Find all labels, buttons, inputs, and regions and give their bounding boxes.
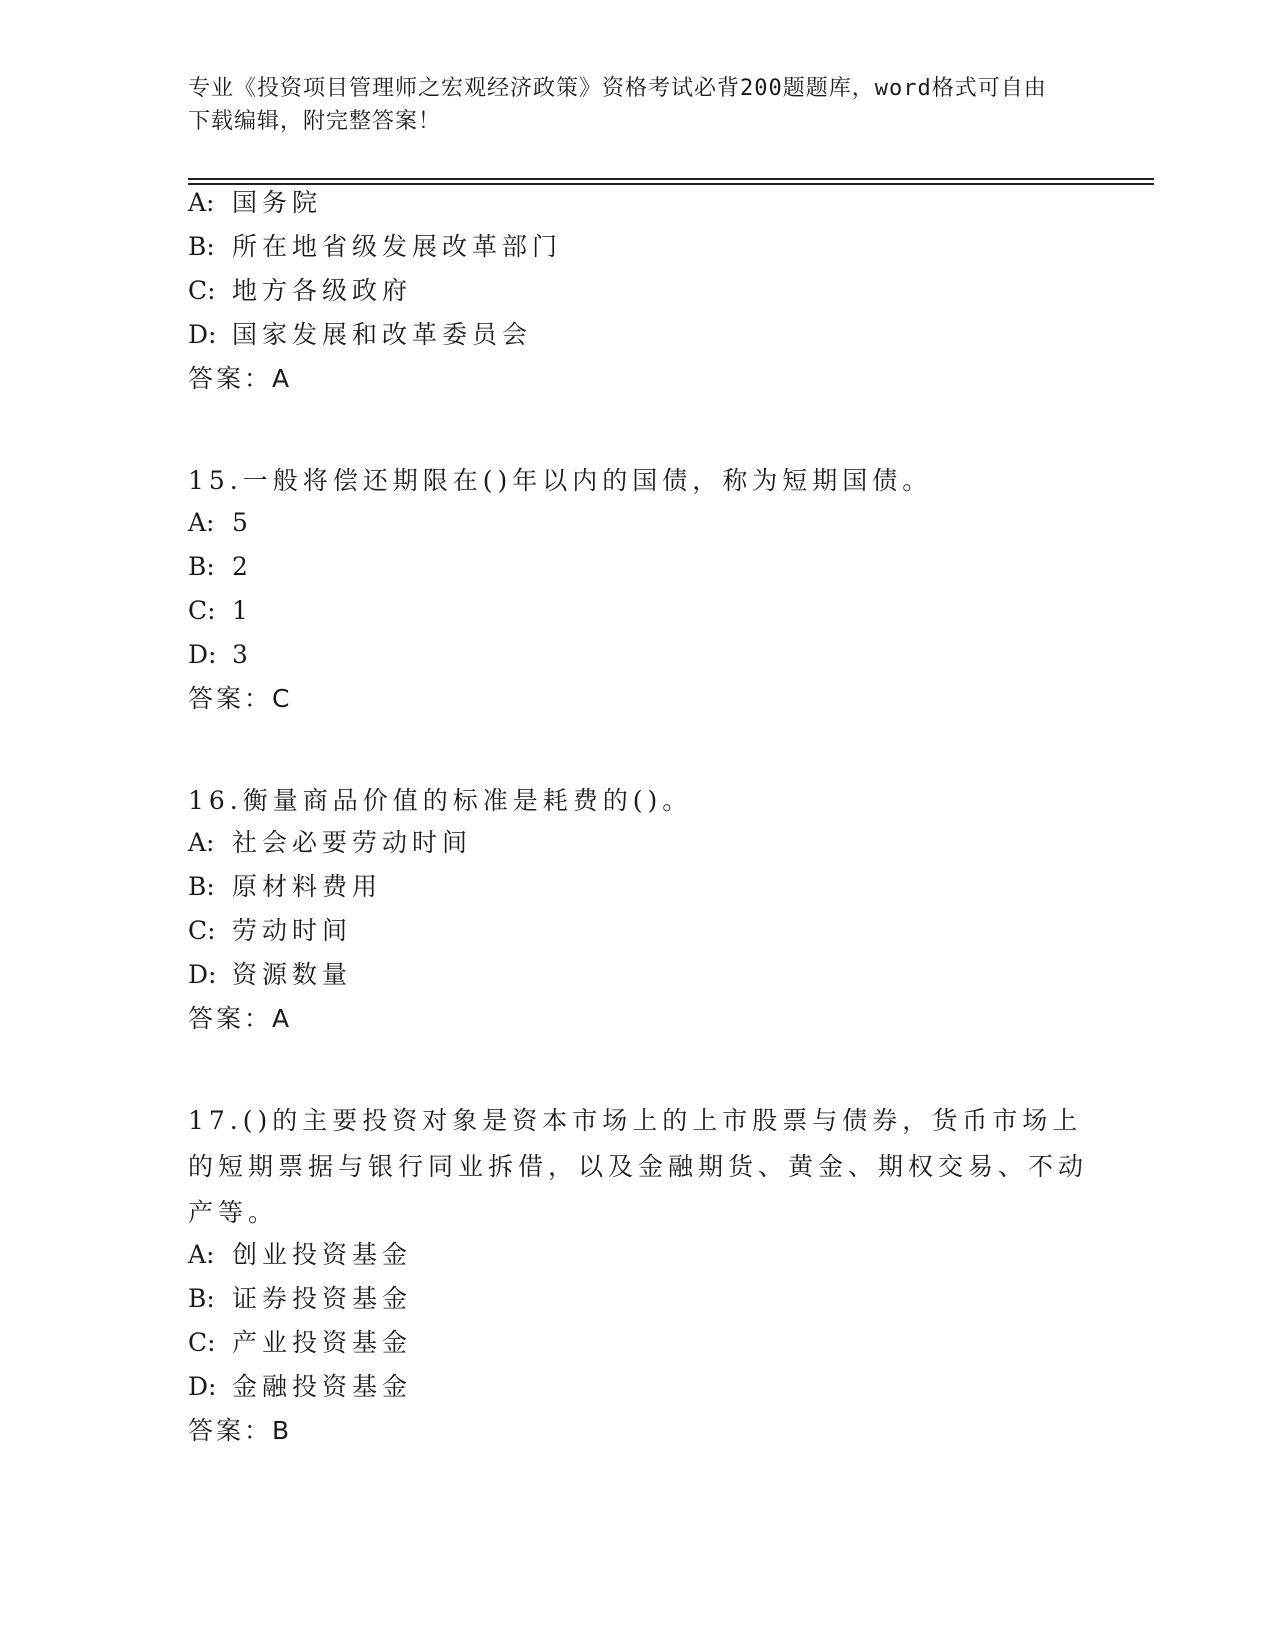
q15-option-c: C: 1 [188, 596, 253, 625]
q16-stem: 16.衡量商品价值的标准是耗费的()。 [188, 786, 693, 815]
q16-answer: 答案：A [188, 1004, 293, 1033]
q15-answer: 答案：C [188, 684, 293, 713]
q14-option-c: C: 地方各级政府 [188, 276, 413, 305]
q16-option-a: A: 社会必要劳动时间 [188, 828, 473, 857]
document-header: 专业《投资项目管理师之宏观经济政策》资格考试必背200题题库，word格式可自由下载编辑，附完整答案！ [188, 76, 1047, 134]
q14-answer: 答案：A [188, 364, 293, 393]
q15-option-d: D: 3 [188, 640, 253, 669]
q17-option-b: B: 证券投资基金 [188, 1284, 413, 1313]
q14-option-a: A: 国务院 [188, 188, 323, 217]
q17-stem: 17.()的主要投资对象是资本市场上的上市股票与债券，货币市场上的短期票据与银行同业拆借，以及金融期货、黄金、期权交易、不动产等。 [188, 1106, 1089, 1227]
q14-option-d: D: 国家发展和改革委员会 [188, 320, 533, 349]
q17-option-d: D: 金融投资基金 [188, 1372, 413, 1401]
header-divider-top [188, 178, 1154, 180]
q16-option-d: D: 资源数量 [188, 960, 353, 989]
q15-option-b: B: 2 [188, 552, 253, 581]
q15-option-a: A: 5 [188, 508, 253, 537]
q15-stem: 15.一般将偿还期限在()年以内的国债，称为短期国债。 [188, 466, 933, 495]
q17-option-c: C: 产业投资基金 [188, 1328, 413, 1357]
q16-option-c: C: 劳动时间 [188, 916, 353, 945]
q16-option-b: B: 原材料费用 [188, 872, 383, 901]
q14-option-b: B: 所在地省级发展改革部门 [188, 232, 563, 261]
q17-option-a: A: 创业投资基金 [188, 1240, 413, 1269]
q17-answer: 答案：B [188, 1416, 293, 1445]
header-divider-bottom [188, 183, 1154, 185]
